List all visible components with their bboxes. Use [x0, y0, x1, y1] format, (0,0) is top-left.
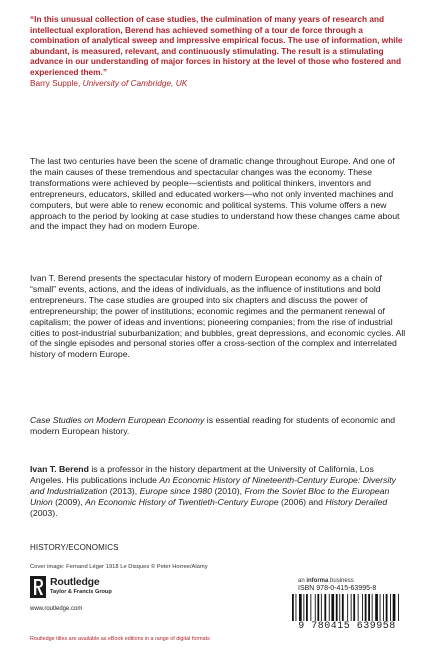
author-bio: [30, 464, 406, 519]
endorsement-block: [30, 14, 406, 88]
informa-brand: informa: [306, 578, 329, 584]
publisher-logo: [30, 575, 160, 615]
bio-book-title: An Economic History of Nineteenth-Century Europe: Diversity and Industrialization: [30, 474, 397, 496]
bio-text: (2006) and: [278, 496, 326, 507]
bio-text: (2010),: [212, 485, 245, 496]
endorsement-attribution: [30, 78, 406, 89]
bio-book-title: Europe since 1980: [139, 485, 213, 496]
routledge-logo-icon: [30, 576, 46, 598]
bio-book-title: History Derailed: [325, 496, 388, 507]
subject-category: HISTORY/ECONOMICS: [30, 543, 119, 552]
informa-prefix: an: [298, 578, 307, 584]
description-paragraph-3: [30, 415, 406, 437]
author-name: Ivan T. Berend: [30, 464, 89, 474]
barcode-icon: [290, 594, 406, 624]
endorsement-quote: “In this unusual collection of case studies, the culmination of many years of research and intellectual exploration, Berend has achieved something of a tour de force through a combination of analytical sweep and impressive empirical focus. The use of information, while abundant, is measured, relevant, and continuously stimulating. The result is a stimulating advance in our understanding of major forces in history at the level of those who fostered and experienced them.”: [30, 14, 403, 77]
bio-book-title: From the Soviet Bloc to the European Union: [30, 485, 390, 507]
informa-suffix: business: [328, 578, 354, 584]
bio-text: (2009),: [52, 496, 86, 507]
description-paragraph-1: The last two centuries have been the scene of dramatic change throughout Europe. And one of the main causes of these tremendous and spectacular changes was the economy. These transformations were achieved by people—scientists and political thinkers, inventors and entrepreneurs, educators, skilled and educated workers—who not only invented machines and computers, but were able to renew economic and political systems. This volume offers a new approach to the period by looking at case studies to understand how these changes came about and the impact they had on modern Europe.: [30, 156, 400, 232]
cover-credit: Cover image: Fernand Léger 1918 Le Disques © Peter Horree/Alamy: [30, 564, 208, 570]
endorsement-institution: University of Cambridge, UK: [82, 77, 188, 88]
book-title: Case Studies on Modern European Economy: [30, 415, 205, 425]
description-paragraph-2: Ivan T. Berend presents the spectacular history of modern European economy as a chain of “small” events, actions, and the ideas of individuals, as the influence of institutions and bold entrepreneurs. The case studies are grouped into six chapters and discuss the power of entrepreneurship; the power of institutions; economic regimes and the permanent renewal of capitalism; the power of ideas and inventions; pioneering companies; from the rise of industrial cities to post-industrial suburbanization; and bubbles, great depressions, and economic cycles. All of the single episodes and personal stories offer a cross-section of the complex and interrelated history of modern Europe.: [30, 273, 406, 360]
bio-text: (2003).: [30, 507, 58, 518]
ebook-availability-note: Routledge titles are available as eBook editions in a range of digital formats: [30, 636, 210, 642]
informa-business-line: [298, 578, 354, 584]
bio-text: is a professor in the history department at the University of California, Los Angeles. His publications include: [30, 464, 374, 485]
publisher-name: Routledge: [50, 576, 100, 588]
isbn: ISBN 978-0-415-63995-8: [298, 585, 377, 592]
barcode-number: 9 780415 639958: [286, 621, 408, 632]
endorsement-author: Barry Supple,: [30, 77, 83, 88]
bio-text: (2013),: [107, 485, 140, 496]
publisher-website[interactable]: www.routledge.com: [30, 606, 83, 612]
bio-book-title: An Economic History of Twentieth-Century Europe: [85, 496, 279, 507]
description-paragraph-3-rest: is essential reading for students of economic and modern European history.: [30, 415, 396, 436]
publisher-group: Taylor & Francis Group: [50, 589, 112, 595]
